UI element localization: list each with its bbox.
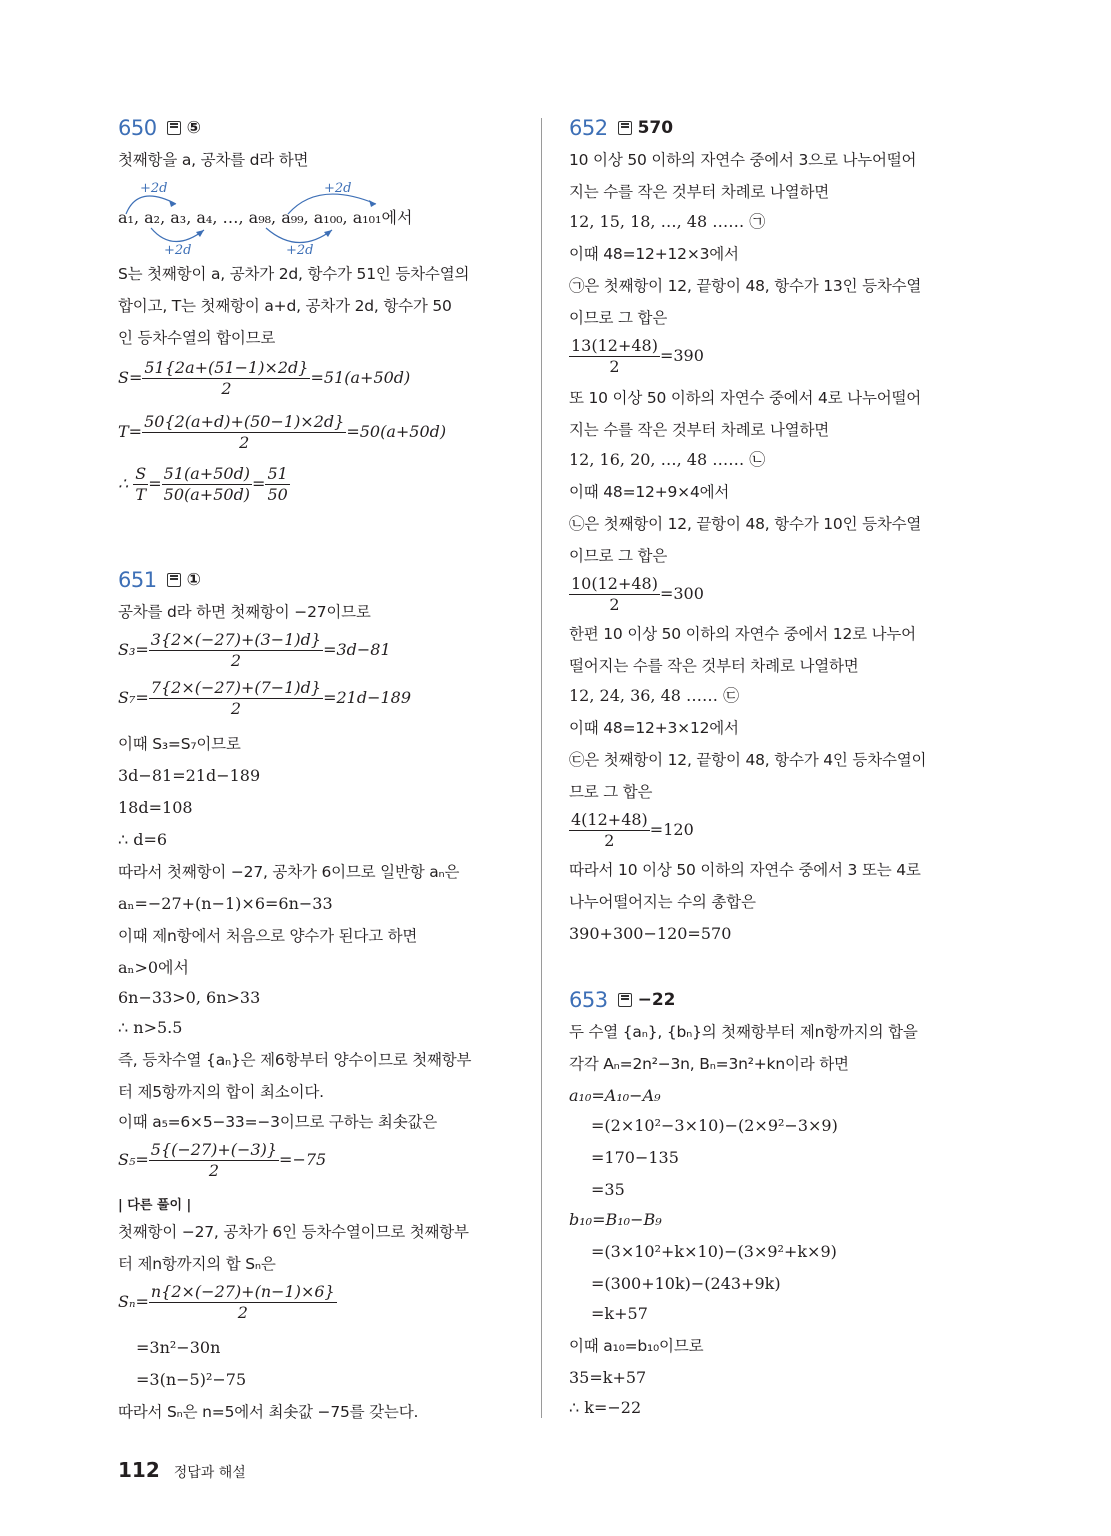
q651-line3: 3d−81=21d−189	[118, 766, 261, 785]
q653-line8: =(3×10²+k×10)−(3×9²+k×9)	[591, 1242, 837, 1261]
fraction-den: 50	[267, 485, 288, 504]
q651-line1: 공차를 d라 하면 첫째항이 −27이므로	[118, 603, 371, 621]
fraction	[142, 358, 310, 399]
fraction-den: 50(a+50d)	[163, 485, 251, 504]
q653-line12: 35=k+57	[569, 1368, 647, 1387]
q652-line19: 따라서 10 이상 50 이하의 자연수 중에서 3 또는 4로	[569, 861, 921, 879]
eq-rhs: =21d−189	[323, 688, 412, 707]
arrow-head-icon	[196, 230, 204, 237]
q652-line21: 390+300−120=570	[569, 924, 732, 943]
arc-label-top: +2d	[324, 181, 352, 196]
q651-eq-s3	[118, 630, 391, 671]
answer-icon	[618, 993, 632, 1007]
q650-line1: 첫째항을 a, 공차를 d라 하면	[118, 151, 309, 169]
eq-rhs: =300	[659, 584, 704, 603]
q653-number: 653	[569, 988, 608, 1012]
fraction-num: 51(a+50d)	[163, 464, 251, 483]
q653-line7: b₁₀=B₁₀−B₉	[569, 1210, 662, 1229]
q651-answer: ①	[186, 570, 201, 590]
fraction-den: 2	[208, 1161, 219, 1180]
q652-line15: 12, 24, 36, 48 …… ㉢	[569, 686, 740, 705]
fraction-num: S	[135, 464, 147, 483]
q652-line12: 이므로 그 합은	[569, 547, 668, 565]
arrow-head-icon	[369, 200, 376, 207]
fraction-num: 3{2×(−27)+(3−1)d}	[150, 630, 322, 649]
fraction-den: 2	[239, 433, 250, 452]
q652-header	[569, 116, 673, 140]
fraction-den: T	[135, 485, 147, 504]
fraction-num: n{2×(−27)+(n−1)×6}	[150, 1282, 335, 1301]
fraction	[142, 412, 346, 453]
q652-line9: 12, 16, 20, …, 48 …… ㉡	[569, 450, 766, 469]
q652-line8: 지는 수를 작은 것부터 차례로 나열하면	[569, 421, 830, 439]
fraction	[569, 810, 650, 851]
q653-line9: =(300+10k)−(243+9k)	[591, 1274, 781, 1293]
q653-line4: =(2×10²−3×10)−(2×9²−3×9)	[591, 1116, 838, 1135]
q652-eq3	[569, 810, 694, 851]
q652-line1: 10 이상 50 이하의 자연수 중에서 3으로 나누어떨어	[569, 151, 917, 169]
fraction-num: 4(12+48)	[571, 810, 648, 829]
q652-line3: 12, 15, 18, …, 48 …… ㉠	[569, 212, 766, 231]
q652-line17: ㉢은 첫째항이 12, 끝항이 48, 항수가 4인 등차수열이	[569, 751, 927, 769]
fraction	[162, 464, 252, 505]
q652-line5: ㉠은 첫째항이 12, 끝항이 48, 항수가 13인 등차수열	[569, 277, 922, 295]
q652-eq1	[569, 336, 704, 377]
eq-lhs: Sₙ=	[118, 1292, 149, 1311]
q651-line9: aₙ>0에서	[118, 958, 189, 977]
column-divider	[541, 118, 542, 1418]
q651-line11: ∴ n>5.5	[118, 1018, 183, 1037]
q652-line20: 나누어떨어지는 수의 총합은	[569, 893, 756, 911]
q651-line8: 이때 제n항에서 처음으로 양수가 된다고 하면	[118, 927, 418, 945]
fraction-num: 51	[267, 464, 288, 483]
q653-line6: =35	[591, 1180, 625, 1199]
eq-lhs: T=	[118, 422, 143, 441]
fraction-num: 50{2(a+d)+(50−1)×2d}	[144, 412, 345, 431]
arrow-head-icon	[169, 200, 176, 207]
q652-answer: 570	[637, 118, 674, 138]
q651-alt3: =3n²−30n	[136, 1338, 221, 1357]
q652-line14: 떨어지는 수를 작은 것부터 차례로 나열하면	[569, 657, 859, 675]
eq-rhs: =3d−81	[323, 640, 391, 659]
q650-sequence: a₁, a₂, a₃, a₄, …, a₉₈, a₉₉, a₁₀₀, a₁₀₁에서	[118, 208, 413, 227]
q650-eq-ratio	[118, 464, 290, 505]
eq-rhs: =390	[659, 346, 704, 365]
q653-line3: a₁₀=A₁₀−A₉	[569, 1086, 661, 1105]
fraction-den: 2	[604, 831, 615, 850]
q651-line4: 18d=108	[118, 798, 193, 817]
fraction	[149, 678, 323, 719]
equals: =	[148, 474, 162, 493]
eq-lhs: S₃=	[118, 640, 149, 659]
q651-alt5: 따라서 Sₙ은 n=5에서 최솟값 −75를 갖는다.	[118, 1403, 419, 1421]
arc-bottom-1	[151, 228, 204, 242]
q651-line14: 이때 a₅=6×5−33=−3이므로 구하는 최솟값은	[118, 1113, 438, 1131]
page-footer	[118, 1458, 246, 1482]
fraction-den: 2	[609, 595, 620, 614]
q651-eq-s5	[118, 1140, 326, 1181]
fraction	[569, 574, 660, 615]
q650-line3: 합이고, T는 첫째항이 a+d, 공차가 2d, 항수가 50	[118, 297, 452, 315]
therefore-symbol: ∴	[118, 474, 129, 493]
q652-line11: ㉡은 첫째항이 12, 끝항이 48, 항수가 10인 등차수열	[569, 515, 922, 533]
q651-alt1: 첫째항이 −27, 공차가 6인 등차수열이므로 첫째항부	[118, 1223, 469, 1241]
answer-icon	[618, 121, 632, 135]
fraction-num: 13(12+48)	[571, 336, 658, 355]
arrow-head-icon	[324, 230, 332, 237]
fraction-den: 2	[609, 357, 620, 376]
fraction	[149, 1282, 337, 1323]
q653-line2: 각각 Aₙ=2n²−3n, Bₙ=3n²+kn이라 하면	[569, 1055, 849, 1073]
fraction	[133, 464, 148, 505]
q653-line1: 두 수열 {aₙ}, {bₙ}의 첫째항부터 제n항까지의 합을	[569, 1023, 918, 1041]
eq-lhs: S=	[118, 368, 143, 387]
q653-header	[569, 988, 676, 1012]
arc-label-bottom: +2d	[286, 243, 314, 256]
eq-lhs: S₇=	[118, 688, 149, 707]
q651-line7: aₙ=−27+(n−1)×6=6n−33	[118, 894, 333, 913]
fraction-num: 51{2a+(51−1)×2d}	[144, 358, 309, 377]
q650-line4: 인 등차수열의 합이므로	[118, 329, 276, 347]
fraction-den: 2	[237, 1303, 248, 1322]
fraction	[149, 630, 323, 671]
q651-header	[118, 568, 201, 592]
q651-line5: ∴ d=6	[118, 830, 168, 849]
equals: =	[252, 474, 266, 493]
eq-lhs: S₅=	[118, 1150, 149, 1169]
answer-icon	[167, 121, 181, 135]
fraction	[569, 336, 660, 377]
fraction-num: 5{(−27)+(−3)}	[150, 1140, 278, 1159]
q651-line10: 6n−33>0, 6n>33	[118, 988, 261, 1007]
fraction-num: 7{2×(−27)+(7−1)d}	[150, 678, 322, 697]
q653-line5: =170−135	[591, 1148, 679, 1167]
page-number: 112	[118, 1458, 160, 1482]
q651-number: 651	[118, 568, 157, 592]
alt-solution-label: | 다른 풀이 |	[118, 1198, 192, 1213]
q650-number: 650	[118, 116, 157, 140]
q650-line2: S는 첫째항이 a, 공차가 2d, 항수가 51인 등차수열의	[118, 265, 470, 283]
q651-alt4: =3(n−5)²−75	[136, 1370, 247, 1389]
q650-answer: ⑤	[186, 118, 201, 138]
page-section-label: 정답과 해설	[173, 1465, 246, 1481]
arc-bottom-2	[266, 228, 332, 243]
q653-line11: 이때 a₁₀=b₁₀이므로	[569, 1337, 704, 1355]
fraction-den: 2	[221, 379, 232, 398]
fraction	[265, 464, 289, 505]
q652-line4: 이때 48=12+12×3에서	[569, 245, 739, 263]
q650-eq-t	[118, 412, 446, 453]
fraction-den: 2	[230, 699, 242, 718]
q651-alt2: 터 제n항까지의 합 Sₙ은	[118, 1255, 276, 1273]
q651-eq-s7	[118, 678, 411, 719]
eq-rhs: =120	[649, 820, 694, 839]
q651-line6: 따라서 첫째항이 −27, 공차가 6이므로 일반항 aₙ은	[118, 863, 460, 881]
fraction-num: 10(12+48)	[571, 574, 658, 593]
eq-rhs: =50(a+50d)	[346, 422, 447, 441]
q651-line2: 이때 S₃=S₇이므로	[118, 735, 241, 753]
q651-eq-sn	[118, 1282, 337, 1323]
eq-rhs: =−75	[279, 1150, 327, 1169]
q652-line16: 이때 48=12+3×12에서	[569, 719, 739, 737]
answer-icon	[167, 573, 181, 587]
q651-line13: 터 제5항까지의 합이 최소이다.	[118, 1083, 324, 1101]
q650-header	[118, 116, 201, 140]
q652-eq2	[569, 574, 704, 615]
q652-line10: 이때 48=12+9×4에서	[569, 483, 730, 501]
arc-label-top: +2d	[140, 181, 168, 196]
q652-number: 652	[569, 116, 608, 140]
arc-label-bottom: +2d	[164, 243, 192, 256]
q652-line7: 또 10 이상 50 이하의 자연수 중에서 4로 나누어떨어	[569, 389, 922, 407]
q653-line13: ∴ k=−22	[569, 1398, 642, 1417]
q653-answer: −22	[637, 990, 676, 1010]
eq-rhs: =51(a+50d)	[310, 368, 411, 387]
q652-line6: 이므로 그 합은	[569, 309, 668, 327]
q651-line12: 즉, 등차수열 {aₙ}은 제6항부터 양수이므로 첫째항부	[118, 1051, 472, 1069]
q653-line10: =k+57	[591, 1304, 648, 1323]
q652-line2: 지는 수를 작은 것부터 차례로 나열하면	[569, 183, 830, 201]
fraction	[149, 1140, 279, 1181]
fraction-den: 2	[230, 651, 242, 670]
q650-eq-s	[118, 358, 410, 399]
q652-line13: 한편 10 이상 50 이하의 자연수 중에서 12로 나누어	[569, 625, 916, 643]
q652-line18: 므로 그 합은	[569, 783, 653, 801]
